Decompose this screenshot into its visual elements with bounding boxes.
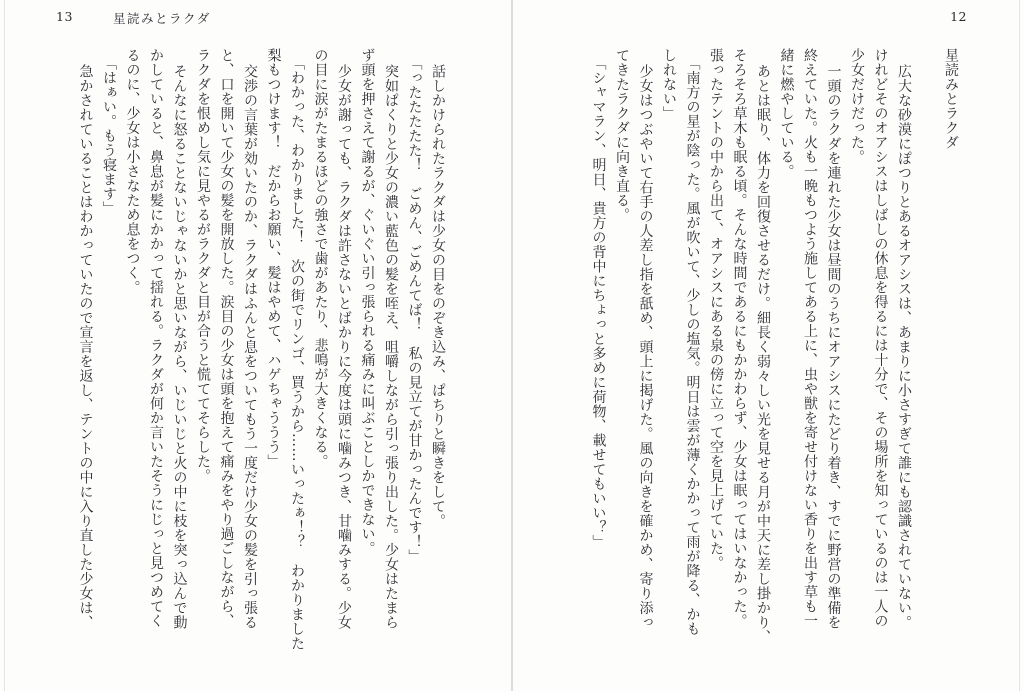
text-column: ず頭を押さえて謝るが、ぐいぐい引っ張られる痛みに叫ぶことしかできない。 [359,48,376,556]
page-13 [0,0,511,691]
text-column: 梨もつけます！ だからお願い、髪はやめて、ハゲちゃううう」 [265,48,282,469]
page-body [73,48,449,673]
text-column: あとは眠り、体力を回復させるだけ。細長く弱々しい光を見せる月が中天に差し掛かり、 [755,64,771,644]
text-column: けれどそのオアシスはしばしの休息を得るには十分で、その場所を知っているのは一人の [872,48,889,628]
page-12 [513,0,1024,691]
text-column: そろそろ草木も眠る頃。そんな時間であるにもかかわらず、少女は眠ってはいなかった。 [731,48,748,628]
text-column: 緒に燃やしている。 [778,48,795,179]
text-column: 少女が謝っても、ラクダは許さないとばかりに今度は頭に噛みつき、甘噛みする。少女 [336,64,352,630]
text-column: 終えていた。火も一晩もつよう施してある上に、虫や獣を寄せ付けない香りを出す草も一 [802,48,818,628]
text-column: そんなに怒ることないじゃないかと思いながら、いじいじと火の中に枝を突っ込んで動 [171,64,188,630]
column-spacer [915,48,939,673]
text-column: 少女だけだった。 [849,48,865,164]
text-column: 「南方の星が陰った。風が吹いて、少しの塩気。明日は雲が薄くかかって雨が降る、かも [684,56,701,636]
running-header: 星読みとラクダ [113,11,211,26]
page-number: 13 [56,9,73,24]
text-column: るのに、少女は小さなため息をつく。 [124,48,141,295]
page-number: 12 [950,9,967,24]
text-column: しれない」 [661,48,677,121]
text-column: 「わかった、わかりました！ 次の街でリンゴ、買うから……いったぁ！？ わかりました [289,56,305,651]
text-column: てきたラクダに向き直る。 [614,48,630,222]
text-column: と、口を開いて少女の髪を開放した。涙目の少女は頭を抱えて痛みをやり過ごしながら、 [218,48,235,628]
text-column: 突如ぱくりと少女の濃い藍色の髪を咥え、咀嚼しながら引っ張り出した。少女はたまら [383,64,399,630]
text-column: 「ったたたたた！ ごめん、ごめんてば！ 私の見立てが甘かったんです！」 [406,56,423,564]
text-column: 張ったテントの中から出て、オアシスにある泉の傍に立って空を見上げていた。 [708,48,724,570]
text-column: 「はぁい。もう寝ます」 [101,56,117,216]
text-column: の目に涙がたまるほどの強さで歯があたり、悲鳴が大きくなる。 [312,48,329,469]
text-column: ラクダを恨めし気に見やるがラクダと目が合うと慌ててそらした。 [195,48,211,483]
text-column: 交渉の言葉が効いたのか、ラクダはふんと息をついてもう一度だけ少女の髪を引っ張る [242,64,258,630]
text-column: 「シャマラン、明日、貴方の背中にちょっと多めに荷物、載せてもいい？」 [590,56,607,549]
text-column: かしていると、鼻息が髪にかかって揺れる。ラクダが何か言いたそうにじっと見つめてく [148,48,164,628]
text-column: 広大な砂漠にぽつりとあるオアシスは、あまりに小さすぎて誰にも認識されていない。 [896,64,912,630]
page-body [586,48,962,673]
text-column: 話しかけられたラクダは少女の目をのぞき込み、ぱちりと瞬きをして。 [430,64,446,528]
story-title: 星読みとラクダ [943,48,959,150]
text-column: 一頭のラクダを連れた少女は昼間のうちにオアシスにたどり着き、すでに野営の準備を [825,64,842,630]
text-column: 少女はつぶやいて右手の人差し指を舐め、頭上に掲げた。風の向きを確かめ、寄り添っ [637,64,654,630]
text-column: 急かされていることはわかっていたので宣言を返し、テントの中に入り直した少女は、 [77,64,94,630]
